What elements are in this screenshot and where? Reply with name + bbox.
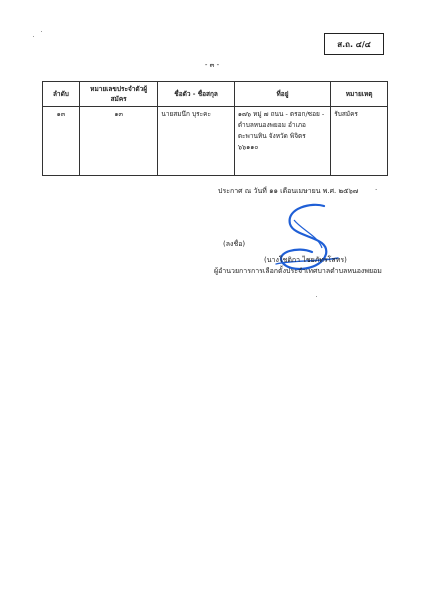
page-number: - ๓ -: [204, 61, 220, 69]
form-code-box: ส.ถ. ๔/๔: [324, 33, 384, 55]
header-candidate-no: หมายเลขประจำตัวผู้สมัคร: [79, 82, 158, 107]
sign-label: (ลงชื่อ): [223, 240, 246, 248]
signer-name: (นางโชติกา ไชยภัทรโสทร): [264, 256, 347, 264]
candidate-table: [42, 81, 388, 176]
scan-speck: [316, 296, 317, 297]
cell-address: ๑๗๖ หมู่ ๗ ถนน - ตรอก/ซอย - ตำบลหนองพยอม อำเภอตะพานหิน จังหวัด พิจิตร ๖๖๑๑๐: [234, 107, 330, 176]
cell-name: นายสมนึก บุระคะ: [158, 107, 234, 176]
table-row: [43, 107, 388, 176]
scan-speck: [41, 31, 42, 32]
header-remark: หมายเหตุ: [331, 82, 388, 107]
cell-candidate-no: ๑๓: [79, 107, 158, 176]
scan-speck: [33, 36, 34, 37]
header-address: ที่อยู่: [234, 82, 330, 107]
signer-position: ผู้อำนวยการการเลือกตั้งประจำเทศบาลตำบลหนองพยอม: [214, 267, 382, 275]
table-header-row: [43, 82, 388, 107]
cell-order: ๑๓: [43, 107, 80, 176]
announcement-date: ประกาศ ณ วันที่ ๑๑ เดือนเมษายน พ.ศ. ๒๕๖๗: [218, 187, 359, 195]
trailing-mark: ·: [375, 186, 378, 194]
cell-remark: รับสมัคร: [331, 107, 388, 176]
header-name: ชื่อตัว - ชื่อสกุล: [158, 82, 234, 107]
header-order: ลำดับ: [43, 82, 80, 107]
